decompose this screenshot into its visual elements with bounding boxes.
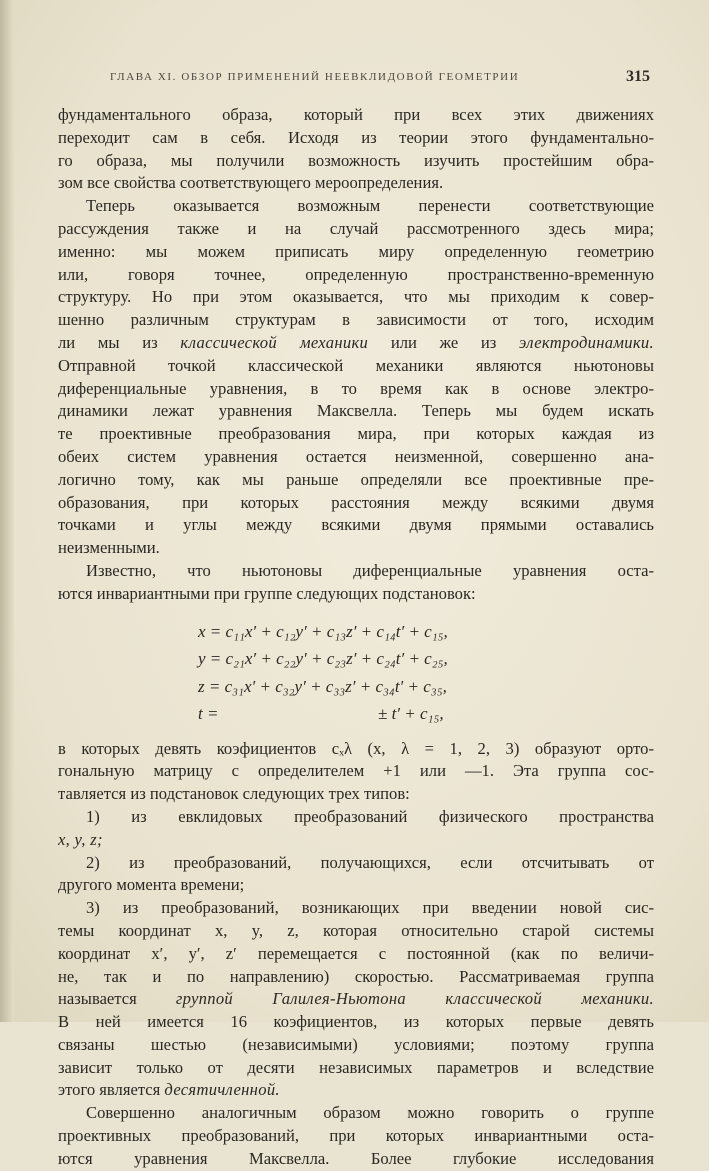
equation-z: z = c₃₁x′ + c₃₂y′ + c₃₃z′ + c₃₄t′ + c₃₅, [198, 676, 447, 696]
body-text [58, 104, 654, 1171]
page-spine-shadow [0, 0, 14, 1022]
text-line: Теперь оказывается возможным перенести соответствующие [86, 196, 654, 216]
list-item-2: 2) из преобразований, получающихся, если отсчитывать от [86, 852, 654, 872]
text-line: Отправной точкой классической механики являются ньютоновы [58, 355, 654, 375]
list-item-1: 1) из евклидовых преобразований физического пространства [86, 806, 654, 826]
page-header [110, 68, 650, 90]
italic-term-electrodynamics: электродинамики. [519, 332, 654, 352]
text-line: неизменными. [58, 538, 160, 558]
text-line: или, говоря точнее, определенную пространственно-временную [58, 264, 654, 284]
text-fragment: называется [58, 989, 176, 1009]
text-line: В ней имеется 16 коэфициентов, из которых первые девять [58, 1012, 654, 1032]
text-line: Известно, что ньютоновы диференциальные уравнения оста- [86, 560, 654, 580]
text-line: точками и углы между всякими двумя прямыми оставались [58, 515, 654, 535]
text-line: диференциальные уравнения, в то время как в основе электро- [58, 378, 654, 398]
text-line: именно: мы можем приписать миру определенную геометрию [58, 241, 654, 261]
list-item-2-cont: другого момента времени; [58, 875, 245, 895]
text-line: структуру. Но при этом оказывается, что мы приходим к совер- [58, 287, 654, 307]
text-line: координат x′, y′, z′ перемещается с постоянной (как по величи- [58, 943, 654, 963]
text-fragment: ли мы из [58, 332, 181, 352]
text-line: го образа, мы получили возможность изучить простейшим обра- [58, 150, 654, 170]
text-fragment: или же из [368, 332, 520, 352]
text-line: темы координат x, y, z, которая относительно старой системы [58, 920, 654, 940]
text-line: ются инвариантными при группе следующих подстановок: [58, 583, 476, 603]
running-head: ГЛАВА XI. ОБЗОР ПРИМЕНЕНИЙ НЕЕВКЛИДОВОЙ ГЕОМЕТРИИ [110, 71, 520, 83]
text-line: зом все свойства соответствующего мероопределения. [58, 173, 444, 193]
text-line: фундаментального образа, который при всех этих движениях [58, 105, 654, 124]
equation-t [198, 700, 654, 728]
substitution-equations [58, 618, 654, 728]
text-line: в которых девять коэфициентов cₓλ (x, λ = 1, 2, 3) образуют орто- [58, 738, 654, 758]
text-line: логично тому, как мы раньше определяли все проективные пре- [58, 469, 654, 489]
page-number: 315 [626, 68, 650, 85]
equation-t-lhs: t = [198, 704, 219, 724]
equation-y: y = c₂₁x′ + c₂₂y′ + c₂₃z′ + c₂₄t′ + c₂₅, [198, 649, 448, 669]
text-line-with-italics [58, 332, 654, 355]
italic-term-galilean-group: группой Галилея-Ньютона классической механики. [175, 989, 654, 1009]
text-line: обеих систем уравнения остается неизменной, совершенно ана- [58, 446, 654, 466]
text-fragment: этого является [58, 1080, 165, 1100]
text-line: связаны шестью (независимыми) условиями; поэтому группа [58, 1034, 654, 1054]
text-line: тавляется из подстановок следующих трех типов: [58, 784, 410, 804]
text-line: шенно различным структурам в зависимости от того, исходим [58, 310, 654, 330]
italic-term-classical-mechanics: классической механики [180, 332, 369, 352]
text-line-with-italics [58, 1079, 654, 1102]
text-line: Совершенно аналогичным образом можно говорить о группе [86, 1103, 654, 1123]
text-line: переходит сам в себя. Исходя из теории этого фундаментально- [58, 127, 654, 147]
equation-x: x = c₁₁x′ + c₁₂y′ + c₁₃z′ + c₁₄t′ + c₁₅, [198, 621, 448, 641]
list-item-3: 3) из преобразований, возникающих при введении новой сис- [86, 898, 654, 918]
italic-term-ten-parameter: десятичленной. [164, 1080, 280, 1100]
text-line-with-italics [58, 988, 654, 1011]
text-line: рассуждения также и на случай рассмотренного здесь мира; [58, 218, 654, 238]
text-line: проективных преобразований, при которых инвариантными оста- [58, 1126, 654, 1146]
italic-coordinates: x, y, z; [58, 829, 103, 849]
text-line: не, так и по направлению) скоростью. Рассматриваемая группа [58, 966, 654, 986]
equation-t-rhs: ± t′ + c₁₅, [378, 704, 444, 724]
text-line: образования, при которых расстояния между всякими двумя [58, 492, 654, 512]
text-line: зависит только от десяти независимых параметров и вследствие [58, 1057, 654, 1077]
text-line: те проективные преобразования мира, при которых каждая из [58, 424, 654, 444]
list-item-1-cont [58, 829, 654, 852]
text-line: гональную матрицу с определителем +1 или —1. Эта группа сос- [58, 761, 654, 781]
text-line: динамики лежат уравнения Максвелла. Теперь мы будем искать [58, 401, 654, 421]
text-line: ются уравнения Максвелла. Более глубокие исследования [58, 1148, 654, 1168]
